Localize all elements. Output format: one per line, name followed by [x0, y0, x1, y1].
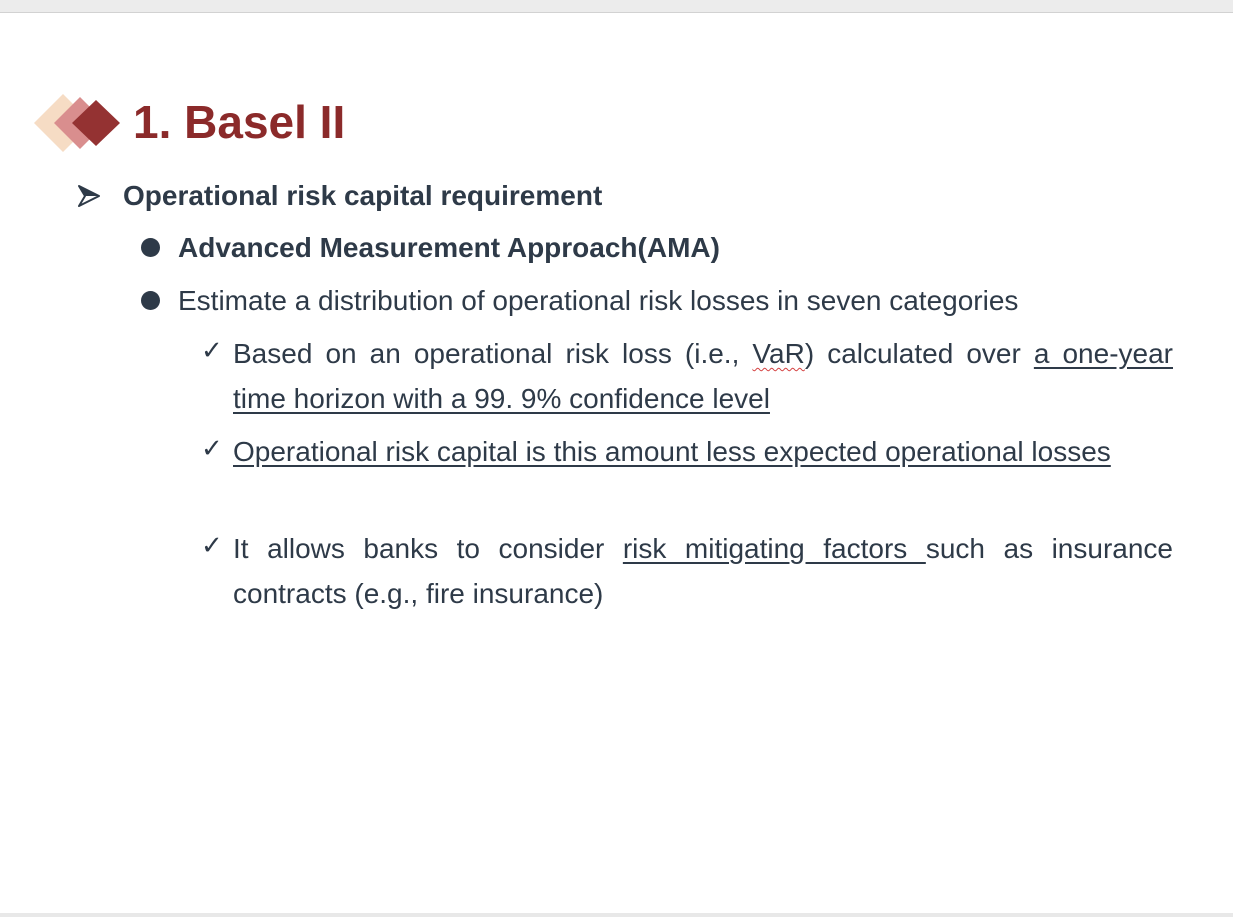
- check-item-var: [233, 331, 1173, 421]
- check-item-text: ) calculated over: [804, 338, 1034, 369]
- check-item-text: Based on an operational risk loss (i.e.,: [233, 338, 753, 369]
- bullet-dot-icon: [141, 291, 160, 310]
- window-top-bar: [0, 0, 1233, 13]
- check-item-mitigation: [233, 526, 1173, 616]
- diamond-decoration-icon: [30, 90, 125, 156]
- check-item-text: such as insurance contracts (e.g., fire insurance): [233, 533, 1173, 609]
- underlined-phrase: risk mitigating factors: [622, 533, 926, 564]
- underlined-phrase: Operational risk capital is this amount less expected operational losses: [233, 436, 1111, 467]
- slide-bottom-edge: [0, 913, 1233, 917]
- bullet-dot-icon: [141, 238, 160, 257]
- checkmark-icon: ✓: [201, 434, 223, 464]
- var-word: VaR: [752, 338, 805, 369]
- check-item-text: It allows banks to consider: [233, 533, 623, 564]
- underlined-phrase: a one-year time horizon with a 99. 9% confidence level: [233, 338, 1173, 414]
- slide-title: 1. Basel II: [133, 96, 346, 148]
- bullet-distribution: Estimate a distribution of operational risk losses in seven categories: [178, 285, 1019, 316]
- checkmark-icon: ✓: [201, 531, 223, 561]
- check-item-capital: [233, 429, 1173, 474]
- checkmark-icon: ✓: [201, 336, 223, 366]
- arrowhead-bullet-icon: [77, 173, 101, 218]
- bullet-ama: Advanced Measurement Approach(AMA): [178, 232, 720, 263]
- level1-heading: Operational risk capital requirement: [123, 180, 603, 211]
